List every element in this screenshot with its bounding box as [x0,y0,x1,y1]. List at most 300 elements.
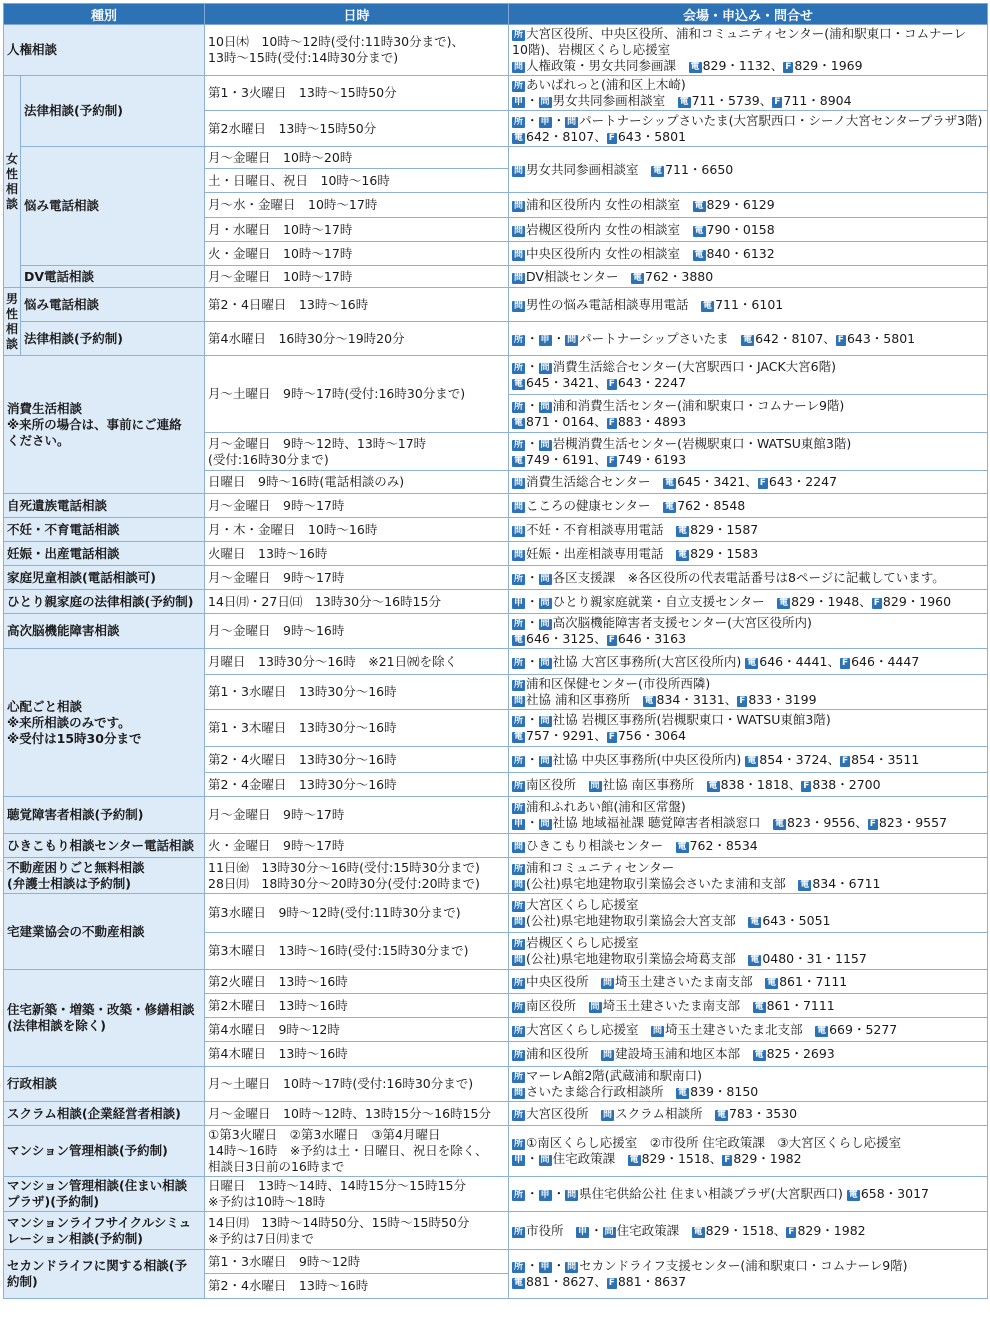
fax-badge-icon: F [608,732,615,742]
toi-badge-icon: 問 [540,619,550,629]
table-row [4,649,988,675]
fax-badge-icon: F [869,819,876,829]
toi-badge-icon: 問 [603,1109,613,1120]
tel-badge-icon: 電 [747,657,757,668]
toi-badge-icon: 問 [590,780,600,791]
category-cell [4,1212,205,1250]
sho-badge-icon: 所 [514,780,524,791]
category-text: ひとり親家庭の法律相談(予約制) [7,593,194,609]
consultation-table [3,3,988,1299]
tel-badge-icon: 電 [708,780,718,791]
category-text: 約制) [7,1274,38,1289]
category-text: マンション管理相談(予約制) [7,1143,168,1158]
sho-badge-icon: 所 [514,81,524,91]
table-row [4,1212,988,1250]
venue-text: 所 ・ 問 消費生活総合センター(大宮駅西口・JACK大宮6階) [514,359,836,374]
venue-text: 問 さいたま総合行政相談所 電 839・8150 [514,1084,759,1099]
venue-text: 所 南区役所 問 社協 南区事務所 電 838・1818、 F 838・2700 [514,776,881,792]
tel-badge-icon: 電 [514,379,524,389]
category-cell [4,25,205,76]
schedule-cell [205,1212,509,1250]
sho-badge-icon: 所 [514,863,524,874]
schedule-text: 月〜金曜日 9時〜12時、13時〜17時 [208,435,427,451]
venue-text: 電 642・8107、 F 643・5801 [514,128,687,144]
venue-text: 所 ・ 問 高次脳機能障害者支援センター(大宮区役所内) [514,615,812,630]
toi-badge-icon: 問 [540,716,550,726]
tel-badge-icon: 電 [514,132,524,143]
venue-cell [509,395,988,433]
venue-cell [509,494,988,518]
category-cell [4,1067,205,1102]
toi-badge-icon: 問 [514,841,524,852]
schedule-text: 月〜金曜日 9時〜16時 [208,623,345,638]
category-text: 消費生活相談 [7,400,83,416]
schedule-cell [205,25,509,76]
sho-badge-icon: 所 [514,680,524,690]
category-cell [21,147,205,266]
header-venue: 会場・申込み・問合せ [509,4,988,25]
schedule-text: 14日㈪ 13時〜14時50分、15時〜15時50分 [208,1214,470,1230]
table-row [4,147,988,169]
moshi-badge-icon: 申 [514,597,524,608]
category-text: (弁護士相談は予約制) [7,875,131,891]
schedule-cell [205,710,509,747]
table-row [4,288,988,322]
schedule-cell [205,1177,509,1212]
toi-badge-icon: 問 [514,879,524,890]
venue-cell [509,193,988,218]
venue-cell [509,147,988,193]
sho-badge-icon: 所 [514,573,524,584]
schedule-cell [205,1042,509,1067]
schedule-cell [205,494,509,518]
venue-cell [509,1126,988,1177]
venue-text: 問 ひきこもり相談センター 電 762・8534 [514,837,758,853]
toi-badge-icon: 問 [540,1155,550,1165]
moshi-badge-icon: 申 [540,116,550,127]
fax-badge-icon: F [608,132,615,143]
venue-text: 所 大宮区くらし応援室 問 埼玉土建さいたま北支部 電 669・5277 [514,1021,898,1037]
schedule-cell [205,1102,509,1126]
venue-cell [509,675,988,710]
fax-badge-icon: F [873,597,880,608]
toi-badge-icon: 問 [567,1190,577,1200]
schedule-cell [205,894,509,933]
venue-cell [509,994,988,1018]
venue-cell [509,76,988,111]
category-text: 家庭児童相談(電話相談可) [7,569,156,585]
sho-badge-icon: 所 [514,363,524,373]
schedule-cell [205,747,509,773]
schedule-text: ※予約は10時〜18時 [208,1194,326,1209]
table-row [4,322,988,356]
sho-badge-icon: 所 [514,1139,524,1149]
venue-text: 所 ①南区くらし応援室 ②市役所 住宅政策課 ③大宮区くらし応援室 [514,1135,902,1150]
toi-badge-icon: 問 [514,696,524,706]
venue-text: 問 (公社)県宅地建物取引業協会埼葛支部 電 0480・31・1157 [514,951,867,966]
venue-text: 所 大宮区役所、中央区役所、浦和コミュニティセンター(浦和駅東口・コムナーレ [514,26,967,41]
venue-cell [509,649,988,675]
toi-badge-icon: 問 [603,977,613,988]
category-text: レーション相談(予約制) [7,1230,143,1246]
table-row [4,25,988,76]
toi-badge-icon: 問 [514,300,524,311]
category-text: 自死遺族電話相談 [7,497,108,513]
tel-badge-icon: 電 [653,165,663,176]
tel-badge-icon: 電 [677,841,687,852]
category-text: 不妊・不育電話相談 [7,521,120,537]
table-row [4,76,988,111]
schedule-cell [205,518,509,542]
tel-badge-icon: 電 [767,977,777,988]
schedule-cell [205,288,509,322]
schedule-cell [205,773,509,797]
venue-cell [509,322,988,356]
venue-cell [509,1042,988,1067]
sho-badge-icon: 所 [514,1109,524,1120]
venue-text: 所 浦和区役所 問 建設埼玉浦和地区本部 電 825・2693 [514,1046,835,1061]
category-text: 人権相談 [7,42,58,57]
fax-badge-icon: F [608,417,615,428]
category-text: プラザ)(予約制) [7,1194,100,1209]
moshi-badge-icon: 申 [540,1262,550,1272]
venue-text: 10階)、岩槻区くらし応援室 [512,42,671,57]
schedule-cell [205,218,509,242]
tel-badge-icon: 電 [514,635,524,645]
schedule-text: 月〜金曜日 10時〜20時 [208,149,353,165]
category-cell [4,1177,205,1212]
venue-text: 問 (公社)県宅地建物取引業協会さいたま浦和支部 電 834・6711 [514,875,881,891]
venue-text: 問 消費生活総合センター 電 645・3421、 F 643・2247 [514,474,838,489]
schedule-text: 第1・3木曜日 13時30分〜16時 [208,720,397,735]
venue-text: 問 中央区役所内 女性の相談室 電 840・6132 [514,245,775,261]
fax-badge-icon: F [724,1155,731,1165]
venue-text: 所 南区役所 問 埼玉土建さいたま南支部 電 861・7111 [514,997,835,1013]
category-cell [21,288,205,322]
venue-text: 所 ・ 申 ・ 問 パートナーシップさいたま(大宮駅西口・シーノ大宮センタープラザ3階) [514,112,983,128]
schedule-text: 月〜金曜日 10時〜12時、13時15分〜16時15分 [208,1105,491,1121]
toi-badge-icon: 問 [653,1025,663,1036]
venue-cell [509,933,988,970]
venue-text: 電 645・3421、 F 643・2247 [514,375,687,390]
tel-badge-icon: 電 [514,732,524,742]
table-row [4,614,988,649]
tel-badge-icon: 電 [800,879,810,890]
tel-badge-icon: 電 [817,1025,827,1036]
venue-cell [509,266,988,288]
moshi-badge-icon: 申 [540,334,550,345]
schedule-text: 第1・3水曜日 13時30分〜16時 [208,684,397,699]
schedule-text: 月〜金曜日 9時〜17時 [208,807,345,822]
category-text: 心配ごと相談 [7,698,83,714]
schedule-text: ※予約は7日㈪まで [208,1230,314,1246]
sho-badge-icon: 所 [514,803,524,813]
toi-badge-icon: 問 [604,1226,614,1237]
category-cell [21,76,205,147]
schedule-text: 月〜土曜日 10時〜17時(受付:16時30分まで) [208,1076,474,1091]
venue-cell [509,858,988,894]
schedule-text: 第2水曜日 13時〜15時50分 [208,120,377,136]
fax-badge-icon: F [841,657,849,668]
category-text: ※来所の場合は、事前にご連絡 [7,416,182,432]
fax-badge-icon: F [785,62,792,72]
tel-badge-icon: 電 [694,201,704,211]
schedule-cell [205,1067,509,1102]
venue-cell [509,111,988,147]
table-row [4,1067,988,1102]
category-text: 聴覚障害者相談(予約制) [7,807,144,822]
category-text: 悩み電話相談 [24,296,100,312]
toi-badge-icon: 問 [514,201,524,211]
venue-cell [509,1250,988,1299]
category-text: DV電話相談 [24,268,95,284]
schedule-cell [205,614,509,649]
table-header-row [4,4,988,25]
tel-badge-icon: 電 [750,955,760,965]
table-row [4,518,988,542]
venue-text: 所 大宮区くらし応援室 [514,897,639,912]
category-cell [4,614,205,649]
tel-badge-icon: 電 [694,249,704,260]
sho-badge-icon: 所 [514,1025,524,1036]
tel-badge-icon: 電 [644,696,654,706]
venue-text: 所 中央区役所 問 埼玉土建さいたま南支部 電 861・7111 [514,973,848,989]
schedule-text: 28日㈪ 18時30分〜20時30分(受付:20時まで) [208,875,480,891]
venue-text: 所 ・ 問 各区支援課 ※各区役所の代表電話番号は8ページに記載しています。 [514,569,945,585]
sho-badge-icon: 所 [514,657,524,668]
venue-text: 所 大宮区役所 問 スクラム相談所 電 783・3530 [514,1105,798,1121]
schedule-cell [205,675,509,710]
venue-text: 所 ・ 申 ・ 問 セカンドライフ支援センター(浦和駅東口・コムナーレ9階) [514,1258,908,1273]
toi-badge-icon: 問 [514,525,524,536]
category-text: 悩み電話相談 [24,198,100,213]
toi-badge-icon: 問 [514,501,524,512]
schedule-cell [205,933,509,970]
schedule-text: 月・水曜日 10時〜17時 [208,221,353,237]
category-text: ください。 [7,432,70,448]
schedule-text: 月〜金曜日 10時〜17時 [208,268,353,284]
venue-text: 問 男性の悩み電話相談専用電話 電 711・6101 [514,296,784,312]
table-row [4,1250,988,1274]
toi-badge-icon: 問 [540,755,550,766]
tel-badge-icon: 電 [848,1190,858,1200]
category-cell [4,970,205,1067]
tel-badge-icon: 電 [665,478,675,488]
schedule-cell [205,1250,509,1274]
moshi-badge-icon: 申 [514,1155,524,1165]
schedule-text: 月〜水・金曜日 10時〜17時 [208,197,378,212]
category-text: ひきこもり相談センター電話相談 [7,837,195,853]
schedule-cell [205,76,509,111]
schedule-cell [205,858,509,894]
venue-text: 所 あいぱれっと(浦和区上木崎) [514,77,686,92]
schedule-text: (受付:16時30分まで) [208,451,329,467]
schedule-cell [205,242,509,266]
schedule-text: 火・金曜日 10時〜17時 [208,245,353,261]
table-row [4,566,988,590]
toi-badge-icon: 問 [514,1088,524,1098]
toi-badge-icon: 問 [540,97,550,107]
schedule-text: 10日㈭ 10時〜12時(受付:11時30分まで)、 [208,34,465,49]
category-cell [21,322,205,356]
schedule-text: 月〜金曜日 9時〜17時 [208,569,345,585]
fax-badge-icon: F [739,696,746,706]
tel-badge-icon: 電 [514,1278,524,1288]
schedule-cell [205,649,509,675]
venue-text: 電 646・3125、 F 646・3163 [514,631,687,646]
tel-badge-icon: 電 [743,334,753,345]
venue-text: 所 ・ 問 社協 中央区事務所(中央区役所内) 電 854・3724、 F 854・3511 [514,751,920,767]
sho-badge-icon: 所 [514,1001,524,1012]
toi-badge-icon: 問 [514,478,524,488]
schedule-text: 第4水曜日 9時〜12時 [208,1021,340,1037]
schedule-text: 月〜土曜日 9時〜17時(受付:16時30分まで) [208,386,466,401]
tel-badge-icon: 電 [716,1109,726,1120]
fax-badge-icon: F [608,379,615,389]
category-text: スクラム相談(企業経営者相談) [7,1105,181,1121]
moshi-badge-icon: 申 [514,97,524,107]
moshi-badge-icon: 申 [514,819,524,829]
venue-cell [509,970,988,994]
category-cell [4,566,205,590]
sho-badge-icon: 所 [514,1226,524,1237]
moshi-badge-icon: 申 [540,1190,550,1200]
toi-badge-icon: 問 [603,1050,613,1060]
venue-text: 問 岩槻区役所内 女性の相談室 電 790・0158 [514,221,775,237]
sho-badge-icon: 所 [514,116,524,127]
schedule-text: 第2・4水曜日 13時〜16時 [208,1278,369,1293]
table-row [4,1126,988,1177]
schedule-cell [205,590,509,614]
venue-text: 所 浦和コミュニティセンター [514,859,675,875]
sho-badge-icon: 所 [514,1190,524,1200]
toi-badge-icon: 問 [514,62,524,72]
category-text: マンションライフサイクルシミュ [7,1214,192,1230]
fax-badge-icon: F [759,478,766,488]
venue-cell [509,1102,988,1126]
venue-text: 所 ・ 問 社協 岩槻区事務所(岩槻駅東口・WATSU東館3階) [514,712,831,727]
schedule-text: 第4水曜日 16時30分〜19時20分 [208,330,405,346]
venue-text: 申 ・ 問 ひとり親家庭就業・自立支援センター 電 829・1948、 F 829・1960 [514,593,952,609]
venue-cell [509,242,988,266]
venue-cell [509,288,988,322]
venue-cell [509,433,988,471]
sho-badge-icon: 所 [514,619,524,629]
table-row [4,797,988,834]
venue-text: 問 こころの健康センター 電 762・8548 [514,497,746,513]
tel-badge-icon: 電 [514,417,524,428]
table-row [4,356,988,395]
schedule-text: 第2・4火曜日 13時30分〜16時 [208,751,397,767]
tel-badge-icon: 電 [694,225,704,236]
venue-text: 所 ・ 問 岩槻消費生活センター(岩槻駅東口・WATSU東館3階) [514,435,852,451]
schedule-text: 火・金曜日 9時〜17時 [208,837,345,853]
venue-cell [509,710,988,747]
venue-text: 所 ・ 問 浦和消費生活センター(浦和駅東口・コムナーレ9階) [514,397,845,413]
schedule-text: 第2・4金曜日 13時30分〜16時 [208,776,397,792]
venue-text: 問 社協 浦和区事務所 電 834・3131、 F 833・3199 [514,692,817,707]
schedule-text: 第3水曜日 9時〜12時(受付:11時30分まで) [208,905,461,920]
venue-text: 問 妊娠・出産相談専用電話 電 829・1583 [514,545,759,561]
tel-badge-icon: 電 [750,917,760,927]
sho-badge-icon: 所 [514,901,524,911]
toi-badge-icon: 問 [540,819,550,829]
tel-badge-icon: 電 [633,272,643,283]
category-cell [21,266,205,288]
fax-badge-icon: F [837,334,844,345]
tel-badge-icon: 電 [665,501,675,512]
toi-badge-icon: 問 [540,657,550,668]
venue-text: 電 757・9291、 F 756・3064 [514,728,687,743]
venue-text: 所 ・ 申 ・ 問 県住宅供給公社 住まい相談プラザ(大宮駅西口) 電 658・3017 [514,1186,929,1201]
category-text: 宅建業協会の不動産相談 [7,923,145,939]
category-text: 高次脳機能障害相談 [7,623,120,638]
venue-cell [509,747,988,773]
toi-badge-icon: 問 [514,549,524,560]
schedule-cell [205,193,509,218]
tel-badge-icon: 電 [703,300,713,311]
table-row [4,858,988,894]
table-row [4,542,988,566]
venue-cell [509,834,988,858]
sho-badge-icon: 所 [514,334,524,345]
venue-text: 問 浦和区役所内 女性の相談室 電 829・6129 [514,197,775,212]
tel-badge-icon: 電 [754,1001,764,1012]
category-text: (法律相談を除く) [7,1018,106,1033]
table-row [4,834,988,858]
venue-cell [509,518,988,542]
toi-badge-icon: 問 [540,597,550,608]
tel-badge-icon: 電 [678,525,688,536]
sho-badge-icon: 所 [514,439,524,450]
table-row [4,970,988,994]
schedule-text: 月・木・金曜日 10時〜16時 [208,521,378,537]
schedule-cell [205,356,509,433]
schedule-cell [205,266,509,288]
category-text: ※来所相談のみです。 [7,714,131,730]
category-text: セカンドライフに関する相談(予 [7,1258,187,1273]
schedule-text: 月曜日 13時30分〜16時 ※21日㈷を除く [208,653,458,669]
venue-text: 問 不妊・不育相談専用電話 電 829・1587 [514,521,759,537]
sho-badge-icon: 所 [514,716,524,726]
table-row [4,266,988,288]
table-row [4,894,988,933]
fax-badge-icon: F [788,1226,795,1237]
sho-badge-icon: 所 [514,1050,524,1060]
category-cell [4,494,205,518]
toi-badge-icon: 問 [514,917,524,927]
schedule-cell [205,147,509,169]
venue-text: 電 871・0164、 F 883・4893 [514,413,687,429]
table-row [4,494,988,518]
venue-text: 問 DV相談センター 電 762・3880 [514,268,714,284]
category-cell [4,542,205,566]
venue-cell [509,797,988,834]
fax-badge-icon: F [803,780,810,791]
header-category: 種別 [4,4,205,25]
schedule-cell [205,970,509,994]
venue-cell [509,356,988,395]
venue-cell [509,1067,988,1102]
schedule-text: 13時〜15時(受付:14時30分まで) [208,50,399,65]
venue-text: 電 749・6191、 F 749・6193 [514,451,687,467]
toi-badge-icon: 問 [590,1001,600,1012]
sho-badge-icon: 所 [514,755,524,766]
venue-cell [509,773,988,797]
schedule-text: 第4木曜日 13時〜16時 [208,1046,348,1061]
category-cell [4,858,205,894]
schedule-text: 11日㈮ 13時30分〜16時(受付:15時30分まで) [208,859,480,875]
